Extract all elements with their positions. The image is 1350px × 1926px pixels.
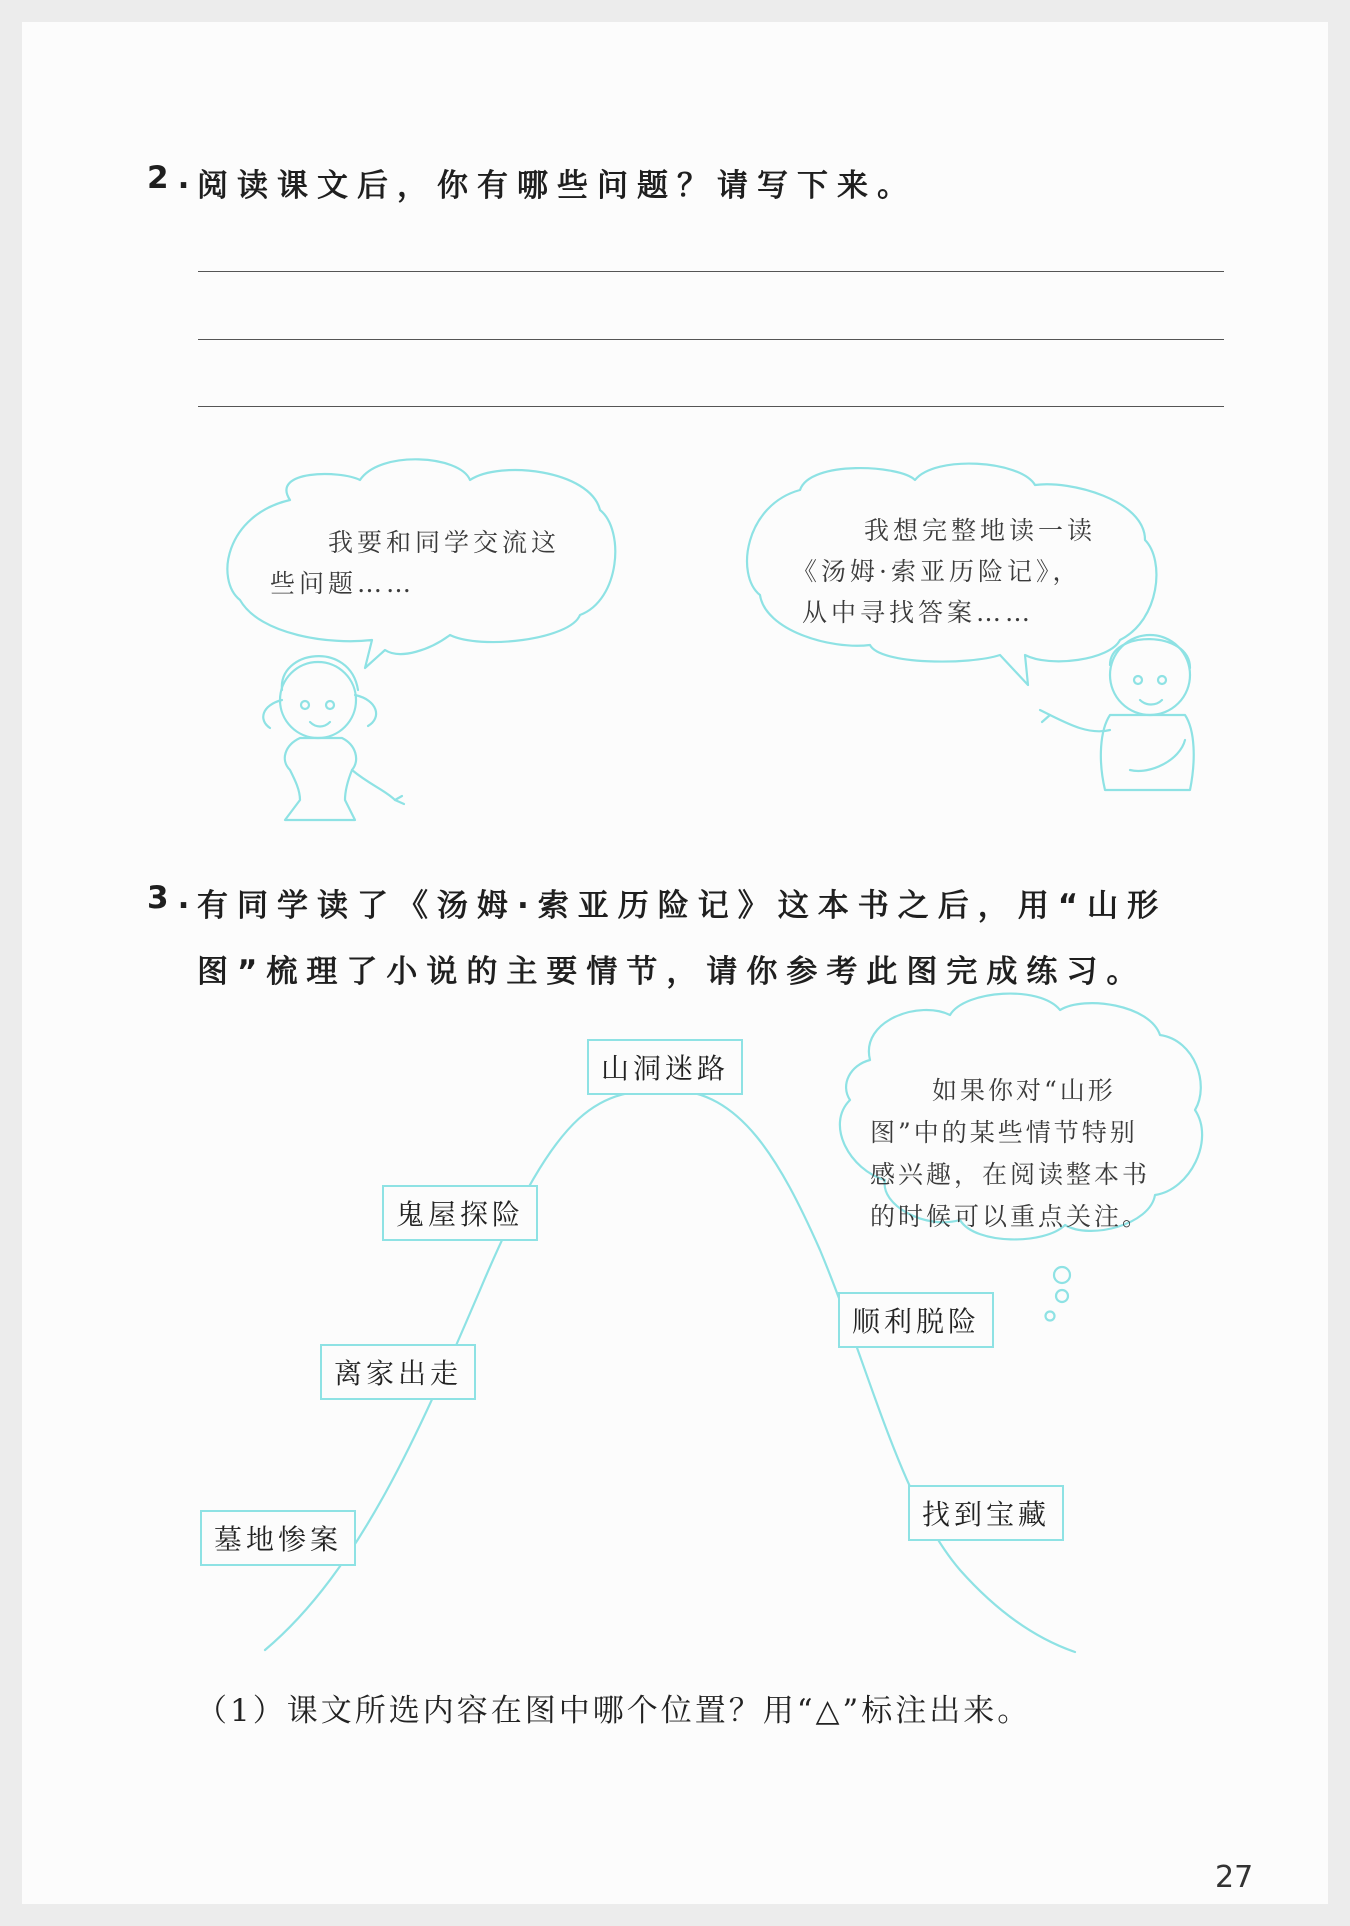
girl-speech-line-1: 我要和同学交流这 [328, 528, 561, 557]
thought-line-2: 图”中的某些情节特别 [870, 1118, 1138, 1147]
thought-bubble-dot-large [1054, 1267, 1070, 1283]
plot-label-left-upper: 鬼屋探险 [382, 1185, 538, 1241]
plot-label-right-lower: 找到宝藏 [908, 1485, 1064, 1541]
boy-speech-text [792, 510, 1152, 633]
plot-label-right-upper: 顺利脱险 [838, 1292, 994, 1348]
thought-line-4: 的时候可以重点关注。 [870, 1202, 1151, 1231]
girl-illustration [263, 656, 404, 820]
question-2-text: 阅读课文后，你有哪些问题？请写下来。 [197, 168, 917, 204]
question-3-line-2: 图”梳理了小说的主要情节，请你参考此图完成练习。 [197, 954, 1147, 990]
question-3-number: 3. [147, 880, 199, 916]
girl-speech-text [270, 522, 630, 604]
thought-line-3: 感兴趣，在阅读整本书 [870, 1160, 1151, 1189]
boy-speech-line-3: 从中寻找答案…… [802, 598, 1035, 627]
question-2-number: 2. [147, 160, 199, 196]
page-number: 27 [1215, 1860, 1254, 1895]
thought-bubble-dot-small [1046, 1312, 1055, 1321]
plot-label-left-middle: 离家出走 [320, 1344, 476, 1400]
boy-speech-line-1: 我想完整地读一读 [864, 516, 1097, 545]
question-3-line-1: 有同学读了《汤姆·索亚历险记》这本书之后，用“山形 [197, 888, 1168, 924]
boy-speech-line-2: 《汤姆·索亚历险记》， [792, 557, 1082, 586]
thought-bubble-dot-medium [1056, 1290, 1068, 1302]
thought-bubble-text [870, 1070, 1190, 1238]
plot-label-peak: 山洞迷路 [587, 1039, 743, 1095]
thought-line-1: 如果你对“山形 [932, 1076, 1116, 1105]
plot-label-left-lower: 墓地惨案 [200, 1510, 356, 1566]
boy-illustration [1040, 635, 1194, 790]
sub-question-1: （1）课文所选内容在图中哪个位置？用“△”标注出来。 [196, 1693, 1032, 1729]
girl-speech-line-2: 些问题…… [270, 569, 416, 598]
